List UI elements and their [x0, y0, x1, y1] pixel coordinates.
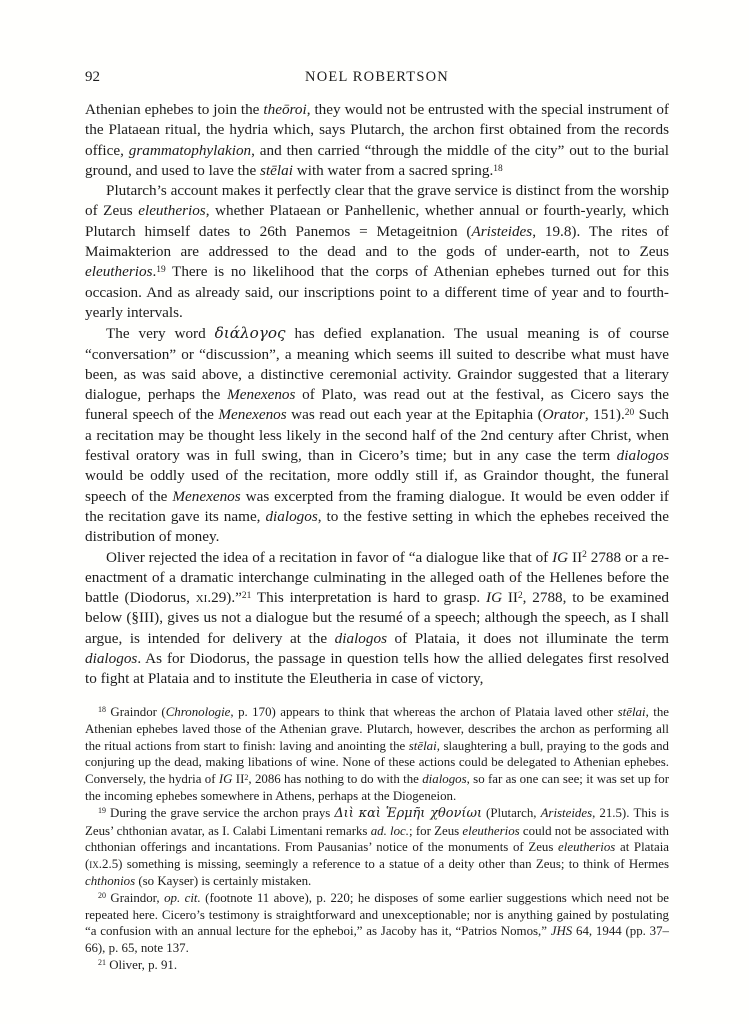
footnote-reference: 2: [517, 590, 523, 601]
footnote-reference: 21: [98, 958, 106, 968]
footnote: $^{18}$ Graindor (Chronologie, p. 170) appears to think that whereas the archon of Plataia laved other stēlai, the Athenian ephebes laved those of the Athenian grave. Plutarch, however, describes the archon as performing all the ritual actions from start to finish: laving and anointing the stēlai, slaughtering a bull, praying to the gods and conjuring up the dead, making libations of wine. None of these actions could be delegated to Athenian ephebes. Conversely, the hydria of IG II$^2$, 2086 has nothing to do with the dialogos, so far as one can see; it was set up for the incoming ephebes somewhere in Athens, perhaps at the Diogeneion.: [85, 705, 670, 803]
running-head: NOEL ROBERTSON: [305, 69, 449, 85]
footnote: $^{19}$ During the grave service the archon prays Διὶ καὶ Ἑρμῆι χθονίωι (Plutarch, Aristeides, 21.5). This is Zeus’ chthonian avatar, as I. Calabi Limentani remarks ad. loc.; for Zeus eleutherios could not be associated with chthonian offerings and incantations. From Pausanias’ notice of the monuments of Zeus eleutherios at Plataia (ix.2.5) something is missing, seemingly a reference to a statue of a deity other than Zeus; to think of Hermes chthonios (so Kayser) is certainly mistaken.: [85, 805, 670, 888]
footnote-reference: 21: [241, 590, 252, 601]
footnote-reference: 19: [156, 265, 166, 276]
footnote-reference: 18: [493, 163, 503, 174]
footnote-reference: 2: [582, 550, 587, 561]
body-paragraph: Athenian ephebes to join the theōroi, they would not be entrusted with the special instrument of the Plataean ritual, the hydria which, says Plutarch, the archon first obtained from the records office, grammatophylakion, and then carried “through the middle of the city” out to the burial ground, and used to lave the stēlai with water from a sacred spring.$^{18}$: [85, 101, 669, 179]
footnote-reference: 20: [98, 891, 106, 901]
body-text: [85, 100, 669, 690]
page-number: 92: [85, 69, 100, 85]
footnote: $^{20}$ Graindor, op. cit. (footnote 11 above), p. 220; he disposes of some earlier suggestions which need not be repeated here. Cicero’s testimony is straightforward and unexceptionable; nor is anything gained by postulating “a confusion with an annual lecture for the epheboi,” as Jacoby has it, “Patrios Nomos,” JHS 64, 1944 (pp. 37–66), p. 65, note 137.: [85, 890, 670, 956]
footnote-reference: 18: [98, 705, 106, 715]
body-paragraph: Plutarch’s account makes it perfectly clear that the grave service is distinct from the worship of Zeus eleutherios, whether Plataean or Panhellenic, whether annual or fourth-yearly, which Plutarch himself dates to 26th Panemos = Metageitnion (Aristeides, 19.8). The rites of Maimakterion are addressed to the dead and to the gods of under-earth, not to Zeus eleutherios.$^{19}$ There is no likelihood that the corps of Athenian ephebes turned out for this occasion. And as already said, our inscriptions point to a different time of year and to fourth-yearly intervals.: [85, 182, 669, 321]
footnote-reference: 2: [244, 772, 249, 782]
footnotes: [85, 704, 669, 974]
footnote-reference: 19: [98, 806, 106, 816]
page-header: [85, 69, 669, 89]
footnote: $^{21}$ Oliver, p. 91.: [98, 957, 178, 972]
body-paragraph: Oliver rejected the idea of a recitation in favor of “a dialogue like that of IG II$^2$ 2788 or a re-enactment of a dramatic interchange culminating in the alleged oath of the Hellenes before the battle (Diodorus, xi.29).”$^{21}$ This interpretation is hard to grasp. IG II$^2$, 2788, to be examined below (§III), gives us not a dialogue but the resumé of a speech; although the speech, as I shall argue, is intended for delivery at the dialogos of Plataia, it does not illuminate the term dialogos. As for Diodorus, the passage in question tells how the allied delegates first resolved to fight at Plataia and to institute the Eleutheria in case of victory,: [85, 548, 669, 688]
body-paragraph: The very word διάλογος has defied explanation. The usual meaning is of course “conversation” or “discussion”, a meaning which seems ill suited to describe what must have been, as was said above, a distinctive ceremonial activity. Graindor suggested that a literary dialogue, perhaps the Menexenos of Plato, was read out at the festival, as Cicero says the funeral speech of the Menexenos was read out each year at the Epitaphia (Orator, 151).$^{20}$ Such a recitation may be thought less likely in the second half of the 2nd century after Christ, when festival oratory was in full swing, than in Cicero’s time; but in any case the term dialogos would be oddly used of the recitation, more oddly still if, as Graindor thought, the funeral speech of the Menexenos was excerpted from the framing dialogue. It would be even odder if the recitation gave its name, dialogos, to the festive setting in which the ephebes received the distribution of money.: [85, 324, 670, 546]
footnote-reference: 20: [624, 408, 635, 419]
